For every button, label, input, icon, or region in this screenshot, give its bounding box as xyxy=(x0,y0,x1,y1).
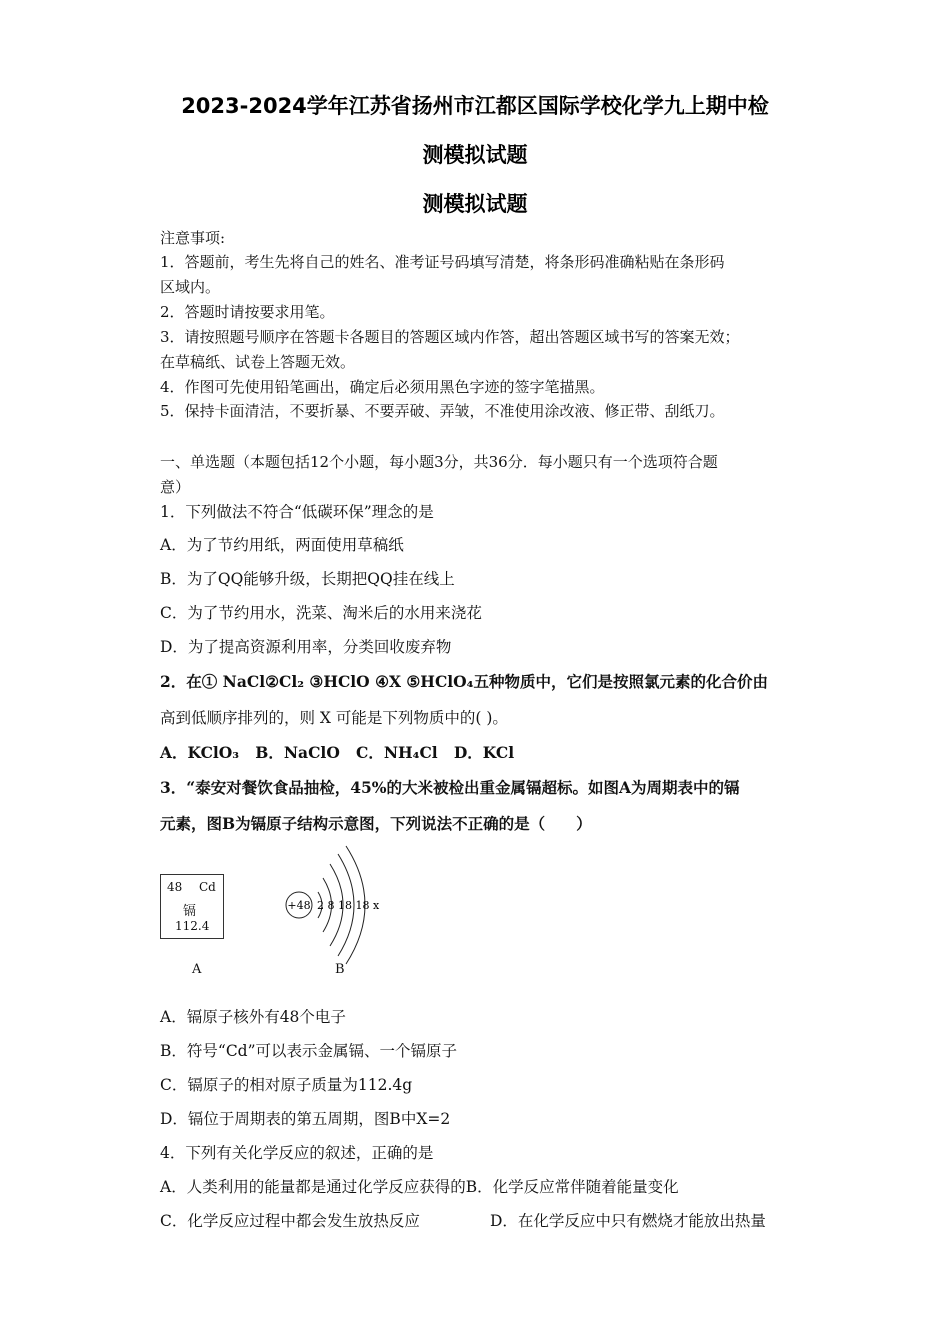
question-4-option-b: B．化学反应常伴随着能量变化 xyxy=(465,1178,679,1196)
question-2-stem-cont: 高到低顺序排列的，则 X 可能是下列物质中的( )。 xyxy=(160,709,508,727)
question-1-option-a: A．为了节约用纸，两面使用草稿纸 xyxy=(160,536,404,554)
question-3-option-a: A．镉原子核外有48个电子 xyxy=(160,1008,346,1026)
question-3-option-c: C．镉原子的相对原子质量为112.4g xyxy=(160,1076,413,1094)
atom-structure-diagram xyxy=(280,840,390,965)
question-3-option-b: B．符号“Cd”可以表示金属镉、一个镉原子 xyxy=(160,1042,458,1060)
shell-electron-counts: 2 8 18 18 x xyxy=(317,899,380,912)
question-2-stem: 2．在① NaCl②Cl₂ ③HClO ④X ⑤HClO₄五种物质中，它们是按照氯元素的化合价由 xyxy=(160,672,768,691)
question-3-option-d: D．镉位于周期表的第五周期，图B中X=2 xyxy=(160,1110,451,1128)
notice-heading: 注意事项: xyxy=(160,229,226,247)
question-3-stem-cont: 元素，图B为镉原子结构示意图，下列说法不正确的是（ ） xyxy=(160,814,592,833)
question-4-option-d: D．在化学反应中只有燃烧才能放出热量 xyxy=(490,1212,766,1230)
question-1-option-b: B．为了QQ能够升级，长期把QQ挂在线上 xyxy=(160,570,455,588)
element-symbol: Cd xyxy=(199,880,216,894)
notice-item: 区域内。 xyxy=(160,278,221,296)
notice-item: 3．请按照题号顺序在答题卡各题目的答题区域内作答，超出答题区域书写的答案无效； xyxy=(160,328,740,346)
question-3-stem: 3．“泰安对餐饮食品抽检，45%的大米被检出重金属镉超标。如图A为周期表中的镉 xyxy=(160,778,740,797)
question-4-option-a: A．人类利用的能量都是通过化学反应获得的 xyxy=(160,1178,466,1196)
notice-item: 4．作图可先使用铅笔画出，确定后必须用黑色字迹的签字笔描黑。 xyxy=(160,378,605,396)
nucleus-charge: +48 xyxy=(287,899,311,912)
question-1-option-c: C．为了节约用水，洗菜、淘米后的水用来浇花 xyxy=(160,604,482,622)
section-heading-cont: 意） xyxy=(160,478,191,496)
atomic-number: 48 xyxy=(167,880,183,894)
atomic-mass: 112.4 xyxy=(175,919,210,933)
question-2-options: A．KClO₃ B．NaClO C．NH₄Cl D．KCl xyxy=(160,743,515,762)
section-heading: 一、单选题（本题包括12个小题，每小题3分，共36分．每小题只有一个选项符合题 xyxy=(160,453,718,471)
notice-item: 2．答题时请按要求用笔。 xyxy=(160,303,335,321)
notice-item: 在草稿纸、试卷上答题无效。 xyxy=(160,353,356,371)
element-cell-cadmium xyxy=(160,874,224,939)
question-4-option-c: C．化学反应过程中都会发生放热反应 xyxy=(160,1212,420,1230)
question-4-options-row2 xyxy=(160,1211,810,1231)
exam-title-line1: 2023-2024学年江苏省扬州市江都区国际学校化学九上期中检 xyxy=(181,94,769,118)
notice-item: 5．保持卡面清洁，不要折暴、不要弄破、弄皱，不准使用涂改液、修正带、刮纸刀。 xyxy=(160,402,725,420)
exam-title-line2: 测模拟试题 xyxy=(422,143,528,167)
question-1-stem: 1．下列做法不符合“低碳环保”理念的是 xyxy=(160,503,434,521)
element-name: 镉 xyxy=(183,904,197,919)
question-1-option-d: D．为了提高资源利用率，分类回收废弃物 xyxy=(160,638,452,656)
question-4-options-row1 xyxy=(160,1177,810,1197)
notice-item: 1．答题前，考生先将自己的姓名、准考证号码填写清楚，将条形码准确粘贴在条形码 xyxy=(160,253,725,271)
figure-label-b: B xyxy=(335,962,345,977)
exam-title-line3: 测模拟试题 xyxy=(422,192,528,216)
figure-label-a: A xyxy=(192,962,202,977)
question-4-stem: 4．下列有关化学反应的叙述，正确的是 xyxy=(160,1144,434,1162)
